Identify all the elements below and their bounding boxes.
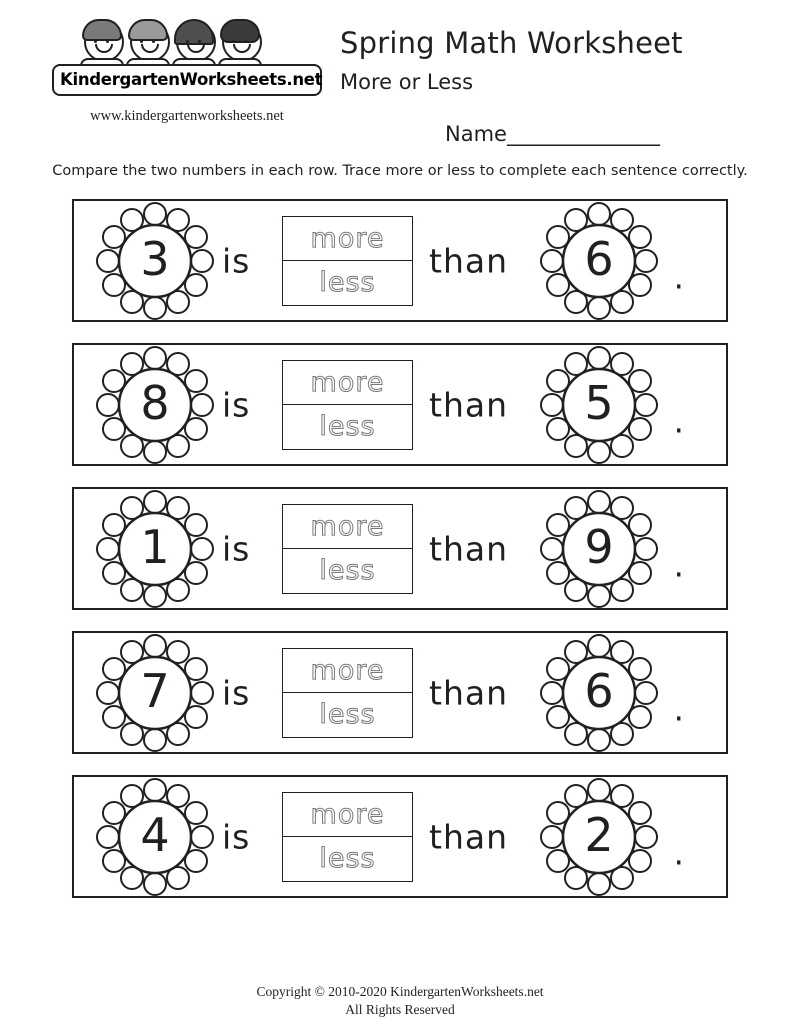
trace-cell-more[interactable] (283, 793, 412, 837)
left-number: 1 (140, 519, 170, 574)
word-than: than (429, 529, 508, 568)
problem-row (72, 631, 728, 754)
title-block (340, 26, 683, 94)
left-number: 4 (140, 807, 170, 862)
worksheet-footer (0, 983, 800, 1019)
right-number: 5 (584, 375, 614, 430)
copyright-text: Copyright © 2010-2020 KindergartenWorksheets.net (256, 983, 544, 999)
site-logo[interactable] (52, 18, 322, 125)
flower-right (540, 778, 658, 896)
left-number: 8 (140, 375, 170, 430)
page-title: Spring Math Worksheet (340, 26, 683, 60)
trace-cell-less[interactable] (283, 261, 412, 305)
trace-word-less: less (319, 843, 376, 874)
trace-cell-less[interactable] (283, 837, 412, 881)
trace-word-less: less (319, 267, 376, 298)
word-is: is (222, 529, 251, 568)
word-is: is (222, 241, 251, 280)
trace-box[interactable] (282, 504, 413, 594)
flower-left (96, 634, 214, 752)
problem-list (72, 199, 728, 919)
flower-right (540, 202, 658, 320)
flower-left (96, 778, 214, 896)
trace-box[interactable] (282, 792, 413, 882)
trace-word-more: more (310, 654, 385, 686)
worksheet-header (0, 0, 800, 179)
sentence-period: . (673, 689, 684, 728)
trace-cell-more[interactable] (283, 505, 412, 549)
kid-icon-1 (79, 20, 125, 70)
flower-left (96, 202, 214, 320)
rights-text: All Rights Reserved (345, 1001, 455, 1017)
sentence-period: . (673, 545, 684, 584)
sentence-period: . (673, 401, 684, 440)
trace-cell-more[interactable] (283, 361, 412, 405)
right-number: 6 (584, 231, 614, 286)
trace-word-more: more (310, 510, 385, 542)
trace-box[interactable] (282, 216, 413, 306)
word-is: is (222, 673, 251, 712)
word-than: than (429, 673, 508, 712)
right-number: 6 (584, 663, 614, 718)
kid-icon-4 (217, 20, 263, 70)
trace-cell-less[interactable] (283, 693, 412, 737)
word-than: than (429, 817, 508, 856)
kid-icon-2 (125, 20, 171, 70)
kids-illustration (79, 18, 279, 70)
sentence-period: . (673, 833, 684, 872)
trace-box[interactable] (282, 648, 413, 738)
left-number: 7 (140, 663, 170, 718)
word-is: is (222, 385, 251, 424)
trace-cell-less[interactable] (283, 405, 412, 449)
trace-word-more: more (310, 366, 385, 398)
problem-row (72, 199, 728, 322)
trace-cell-less[interactable] (283, 549, 412, 593)
problem-row (72, 775, 728, 898)
left-number: 3 (140, 231, 170, 286)
trace-word-more: more (310, 222, 385, 254)
trace-cell-more[interactable] (283, 649, 412, 693)
page-subtitle: More or Less (340, 70, 474, 94)
trace-word-less: less (319, 411, 376, 442)
flower-left (96, 490, 214, 608)
trace-cell-more[interactable] (283, 217, 412, 261)
problem-row (72, 487, 728, 610)
sentence-period: . (673, 257, 684, 296)
trace-word-less: less (319, 555, 376, 586)
trace-word-more: more (310, 798, 385, 830)
flower-right (540, 490, 658, 608)
word-is: is (222, 817, 251, 856)
problem-row (72, 343, 728, 466)
flower-right (540, 346, 658, 464)
flower-right (540, 634, 658, 752)
name-blank-line: ________________ (506, 122, 659, 146)
flower-left (96, 346, 214, 464)
right-number: 2 (584, 807, 614, 862)
word-than: than (429, 241, 508, 280)
instructions-text: Compare the two numbers in each row. Trace more or less to complete each sentence correctly. (52, 163, 748, 179)
word-than: than (429, 385, 508, 424)
kid-icon-3 (171, 20, 217, 70)
trace-word-less: less (319, 699, 376, 730)
name-field[interactable] (445, 122, 659, 146)
site-url: www.kindergartenworksheets.net (90, 108, 284, 124)
right-number: 9 (584, 519, 614, 574)
name-label: Name (445, 122, 507, 146)
trace-box[interactable] (282, 360, 413, 450)
logo-wordmark: KindergartenWorksheets.net (52, 64, 322, 96)
